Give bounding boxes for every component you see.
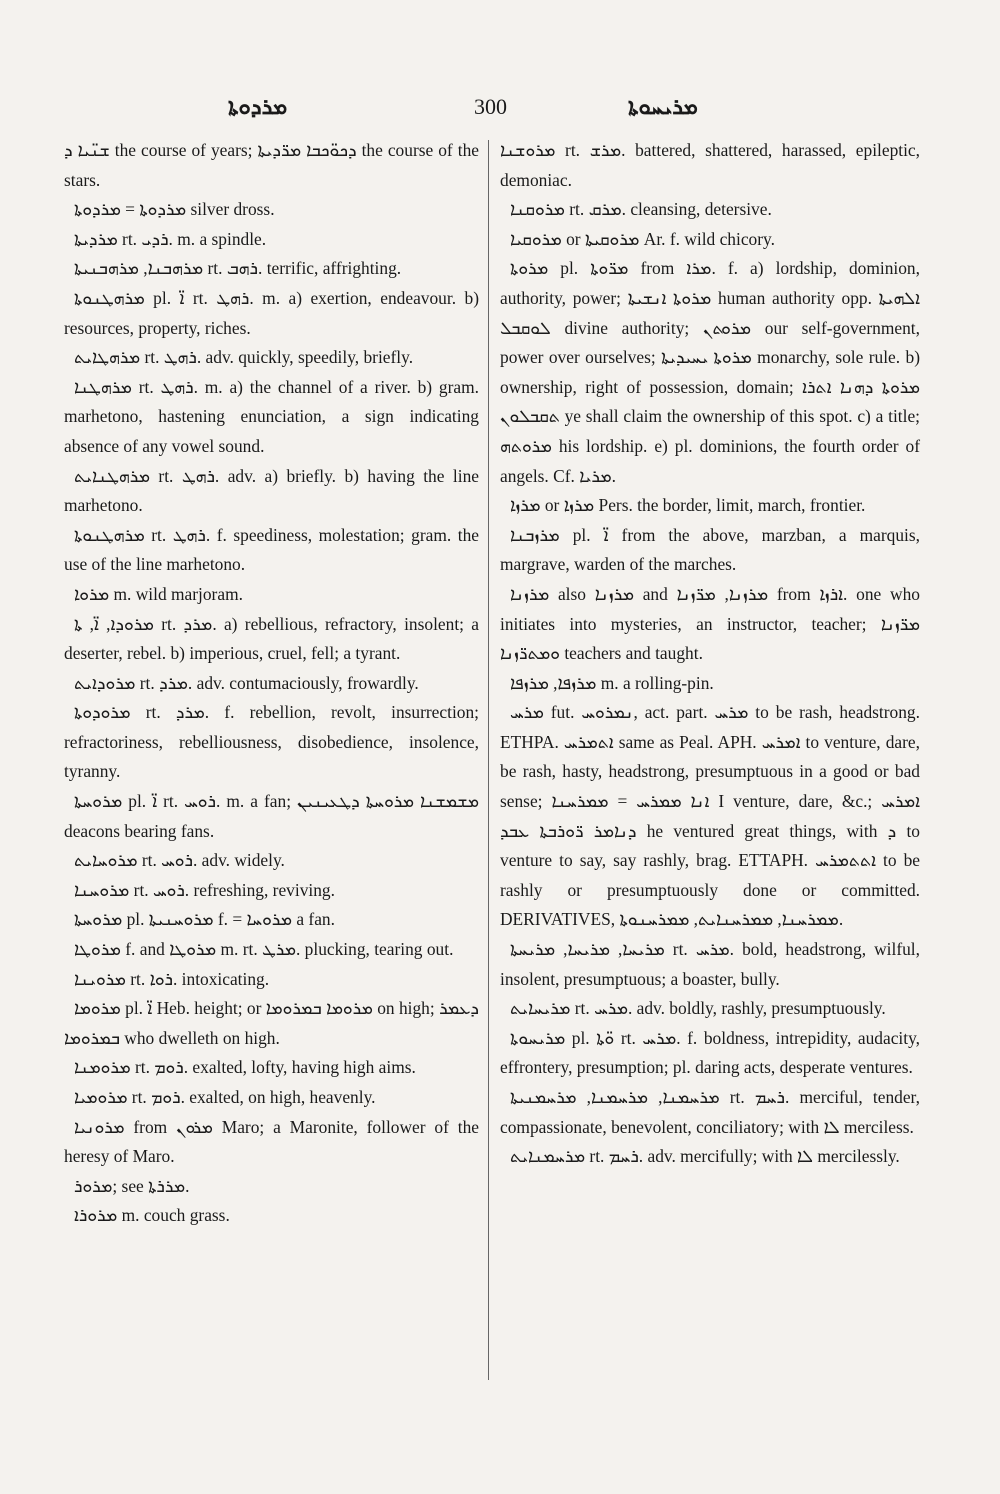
right-running-headword: ܡܪܝܚܘܬܐ xyxy=(628,94,698,119)
dictionary-entry: ܡܪܘܕܐܝܬ rt. ܡܪܕ. adv. contumaciously, frowardly. xyxy=(74,672,419,693)
dictionary-entry: ܡܪܕܘܬܐ = ܡܪܕܘܬܐ silver dross. xyxy=(74,199,275,220)
dictionary-entry: ܡܪܘܫܢܐ rt. ܡܪܫ. battered, shattered, harassed, epileptic, demoniac. xyxy=(500,140,920,190)
dictionary-entry: ܡܪܙܢܐ also ܡܪܙܢܐ and ܡܪܙܢܐ, ܡܪ̈ܙܢܐ from ܐܪܙܐ. one who initiates into mysteries, an instructor, teacher; ܡܪ̈ܙܢܐ ܘܡܬܪ̈ܙܢܐ teachers and taught. xyxy=(500,583,920,664)
dictionary-entry: ܡܪܘܪ; see ܡܪܪܬܐ. xyxy=(74,1175,190,1196)
dictionary-entry: ܡܪܙܐ or ܡܪܙܐ Pers. the border, limit, march, frontier. xyxy=(510,495,866,516)
dictionary-entry: ܡܪܗܛܢܘܬܐ pl. ܐ̈ rt. ܪܗܛ. m. a) exertion, endeavour. b) resources, property, riches. xyxy=(64,287,479,338)
dictionary-entry: ܡܪܘܛܐ f. and ܡܪܘܛܐ m. rt. ܡܪܛ. plucking, tearing out. xyxy=(74,939,454,960)
page-number: 300 xyxy=(474,94,507,119)
left-running-headword: ܡܪܕܘܬܐ xyxy=(228,94,288,119)
dictionary-entry: ܡܪܘܡܢܐ rt. ܪܘܡ. exalted, lofty, having high aims. xyxy=(74,1057,416,1078)
dictionary-entry: ܡܪܗܛܢܐܝܬ rt. ܪܗܛ. adv. a) briefly. b) having the line marhetono. xyxy=(64,465,479,516)
dictionary-entry: ܡܪܘܕܘܬܐ rt. ܡܪܕ. f. rebellion, revolt, insurrection; refractoriness, rebelliousness, disobedience, insolence, tyranny. xyxy=(64,702,480,782)
dictionary-entry: ܡܪܚܡܢܐܝܬ rt. ܪܚܡ. adv. mercifully; with ܠܐ mercilessly. xyxy=(510,1146,900,1167)
dictionary-entry: ܡܪܘܩܝܐ or ܡܪܘܩܝܬܐ Ar. f. wild chicory. xyxy=(510,228,775,249)
dictionary-entry: ܡܪܘܡܐ pl. ܐ̈ Heb. height; or ܡܪܘܡܐ ܒܡܪܘܡܐ on high; ܕܥܡܪ ܒܡܪܘܡܐ who dwelleth on high. xyxy=(64,998,480,1048)
dictionary-entry: ܡܪܝܚܐܝܬ rt. ܡܪܚ. adv. boldly, rashly, presumptuously. xyxy=(510,998,886,1019)
dictionary-entry: ܫܢ̈ܝܐ ܕ the course of years; ܕܟܘ̈ܟܒܐ ܡܪ̈ܕܝܬܐ the course of the stars. xyxy=(64,140,479,190)
dictionary-entry: ܡܪܘܚܢܐ rt. ܪܘܚ. refreshing, reviving. xyxy=(74,879,335,900)
dictionary-entry: ܡܪܗܛܢܘܬܐ rt. ܪܗܛ. f. speediness, molestation; gram. the use of the line marhetono. xyxy=(64,524,479,575)
dictionary-entry: ܡܪܗܛܢܐ rt. ܪܗܛ. m. a) the channel of a river. b) gram. marhetono, hastening enunciation, a sign indicating absence of any vowel sound. xyxy=(64,376,479,456)
dictionary-entry: ܡܪܚ fut. ܢܡܪܘܚ, act. part. ܡܪܚ to be rash, headstrong. ETHPA. ܐܬܡܪܚ same as Peal. APH. ܐܡܪܚ to venture, dare, be rash, hasty, headstrong, presumptuous in a good or bad sense; ܐܢܐ ܡܡܪܚ = ܡܡܪܚܢܐ I venture, dare, &c.; ܐܡܪܚ ܕܢܐܡܪ ܪ̈ܘܪܒܬܐ ܥܒܕ he ventured great things, with ܕ to venture to say, say rashly, brag. ETTAPH. ܐܬܬܡܪܚ to be rashly or presumptuously done or committed. DERIVATIVES, ܡܡܪܚܢܐ, ܡܡܪܚܢܐܝܬ, ܡܡܪܚܢܘܬܐ. xyxy=(500,702,920,930)
dictionary-entry: ܡܪܘܐ m. wild marjoram. xyxy=(74,583,243,604)
dictionary-entry: ܡܪܘܝܢܐ rt. ܪܘܐ. intoxicating. xyxy=(74,968,270,989)
dictionary-entry: ܡܪܘܢܝܐ from ܡܪܘܢ Maro; a Maronite, follower of the heresy of Maro. xyxy=(64,1116,479,1167)
dictionary-entry: ܡܪܝܚܐ, ܡܪܝܚܐ, ܡܪܝܚܬܐ rt. ܡܪܚ. bold, headstrong, wilful, insolent, presumptuous; a boaster, bully. xyxy=(500,939,920,989)
column-divider xyxy=(488,140,489,1380)
dictionary-entry: ܡܪܕܝܬܐ rt. ܪܕܝ. m. a spindle. xyxy=(74,228,267,249)
dictionary-entry: ܡܪܘܚܬܐ pl. ܡܪܘܚܢܝܬܐ f. = ܡܪܘܚܐ a fan. xyxy=(74,909,335,930)
dictionary-entry: ܡܪܗܛܐܝܬ rt. ܪܗܛ. adv. quickly, speedily, briefly. xyxy=(74,347,414,368)
dictionary-entry: ܡܪܘܬܐ pl. ܡܪ̈ܘܬܐ from ܡܪܐ. f. a) lordship, dominion, authority, power; ܡܪܘܬܐ ܐܢܫܝܬܐ human authority opp. ܐܠܗܝܬܐ ܠܘܩܒܠ divine authority; ܡܪܘܬܢ our self-government, power over ourselves; ܡܪܘܬܐ ܝܚܝܕܝܬܐ monarchy, sole rule. b) ownership, right of possession, domain; ܡܪܘܬܐ ܕܗܢܐ ܐܬܪܐ ܬܩܒܠܘܢ ye shall claim the ownership of this spot. c) a title; ܡܪܘܬܗ his lordship. e) pl. dominions, the fourth order of angels. Cf. ܡܪܝܐ. xyxy=(500,258,920,486)
dictionary-entry: ܡܪܘܪܐ m. couch grass. xyxy=(74,1205,230,1226)
dictionary-entry: ܡܪܙܦܐ, ܡܪܙܦܐ m. a rolling-pin. xyxy=(510,672,714,693)
right-column xyxy=(500,136,920,1172)
dictionary-entry: ܡܪܙܒܢܐ pl. ܐ̈ from the above, marzban, a marquis, margrave, warden of the marches. xyxy=(500,524,920,575)
dictionary-entry: ܡܪܘܚܐܝܬ rt. ܪܘܚ. adv. widely. xyxy=(74,850,285,871)
dictionary-entry: ܡܪܘܡܝܐ rt. ܪܘܡ. exalted, on high, heavenly. xyxy=(74,1087,376,1107)
dictionary-entry: ܡܪܗܒܢܐ, ܡܪܗܒܢܝܬܐ rt. ܪܗܒ. terrific, affrighting. xyxy=(74,258,402,279)
dictionary-entry: ܡܪܘܩܢܐ rt. ܡܪܩ. cleansing, detersive. xyxy=(510,199,772,220)
dictionary-entry: ܡܪܘܕܐ, ܐ̈, ܬܐ rt. ܡܪܕ. a) rebellious, refractory, insolent; a deserter, rebel. b) imperious, cruel, fell; a tyrant. xyxy=(64,613,480,664)
dictionary-entry: ܡܪܘܚܬܐ pl. ܐ̈ rt. ܪܘܚ. m. a fan; ܡܫܡܫܢܐ ܡܪܘܚܬܐ ܕܛܥܝܢܝܢ deacons bearing fans. xyxy=(64,791,479,841)
left-column xyxy=(64,136,479,1231)
dictionary-entry: ܡܪܝܚܘܬܐ pl. ܘ̈ܬܐ rt. ܡܪܚ. f. boldness, intrepidity, audacity, effrontery, presumption; pl. daring acts, desperate ventures. xyxy=(500,1027,920,1078)
dictionary-entry: ܡܪܚܡܢܐ, ܡܪܚܡܢܐ, ܡܪܚܡܢܝܬܐ rt. ܪܚܡ. merciful, tender, compassionate, benevolent, conciliatory; with ܠܐ merciless. xyxy=(500,1087,920,1137)
page-header xyxy=(0,92,1000,132)
